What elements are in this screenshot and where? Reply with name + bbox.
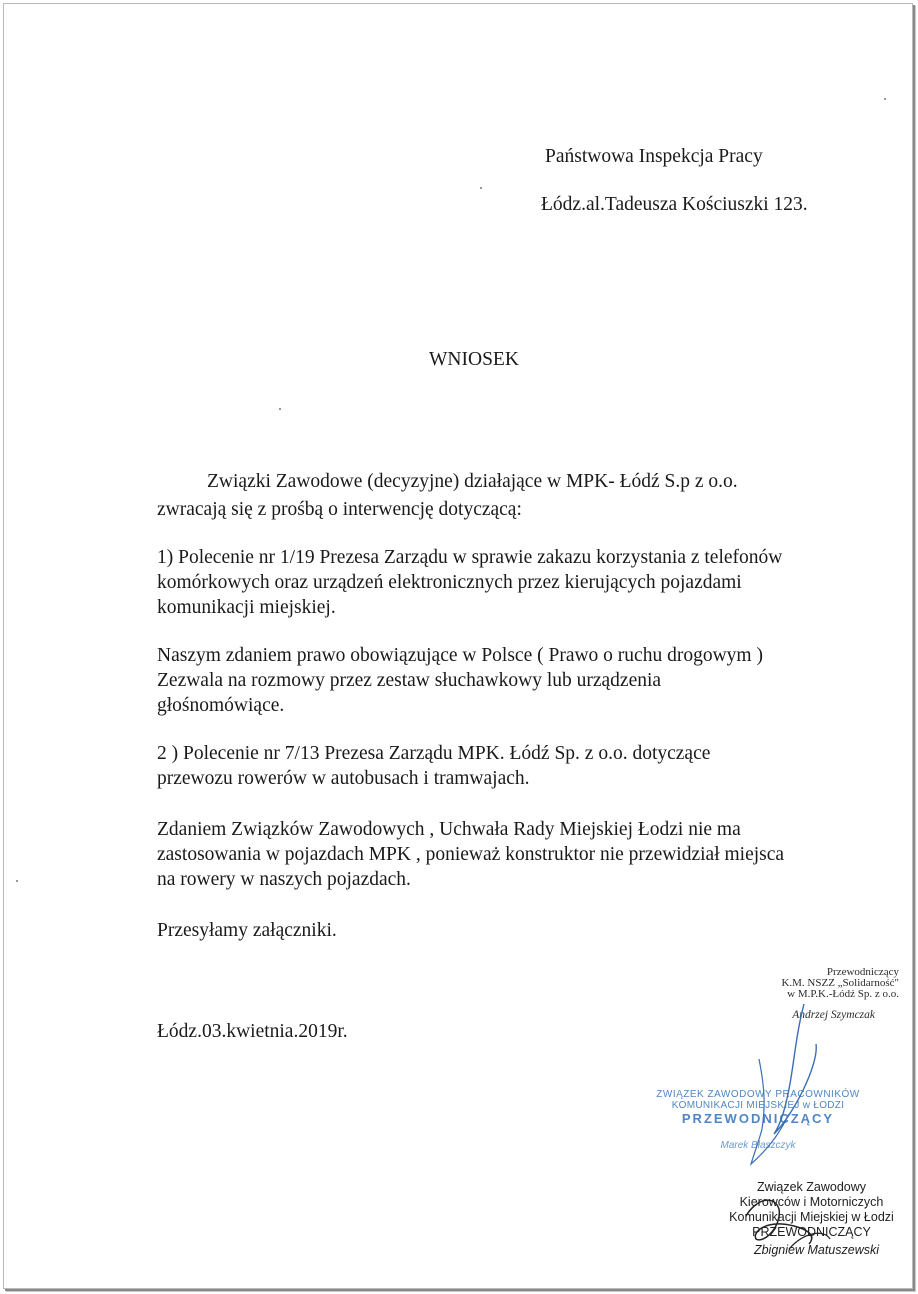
stamp-line: Związek Zawodowy [756, 1180, 867, 1194]
stamp-line: Przewodniczący [826, 966, 899, 978]
point-1-line-1: 1) Polecenie nr 1/19 Prezesa Zarządu w sprawie zakazu korzystania z telefonów [157, 547, 783, 568]
document-title: WNIOSEK [429, 349, 519, 370]
attachments-note: Przesyłamy załączniki. [157, 920, 337, 941]
point-1-line-2: komórkowych oraz urządzeń elektronicznych przez kierujących pojazdami [157, 572, 742, 593]
point-2-line-2: przewozu rowerów w autobusach i tramwajach. [157, 768, 530, 789]
stamp-signatory-name: Marek Błaszczyk [720, 1140, 796, 1151]
stamp-line: K.M. NSZZ „Solidarność" [781, 977, 899, 989]
opinion-1-line-2: Zezwala na rozmowy przez zestaw słuchawkowy lub urządzenia [157, 670, 662, 691]
intro-line-2: zwracają się z prośbą o interwencję dotyczącą: [157, 499, 522, 520]
solidarnosc-stamp [729, 967, 899, 1021]
opinion-2-line-1: Zdaniem Związków Zawodowych , Uchwała Rady Miejskiej Łodzi nie ma [157, 819, 741, 840]
stamp-line: Komunikacji Miejskiej w Łodzi [729, 1210, 894, 1224]
recipient-address: Łódz.al.Tadeusza Kościuszki 123. [541, 194, 808, 215]
letter-page [3, 3, 913, 1289]
point-2-line-1: 2 ) Polecenie nr 7/13 Prezesa Zarządu MPK. Łódź Sp. z o.o. dotyczące [157, 743, 711, 764]
union-blue-stamp [648, 1089, 868, 1152]
stamp-line: PRZEWODNICZĄCY [681, 1111, 835, 1126]
letter-date: Łódz.03.kwietnia.2019r. [157, 1021, 348, 1042]
stamp-signatory-name: Zbigniew Matuszewski [753, 1243, 880, 1257]
point-1-line-3: komunikacji miejskiej. [157, 597, 336, 618]
scan-speck [884, 98, 886, 100]
stamp-line: ZWIĄZEK ZAWODOWY PRACOWNIKÓW [656, 1089, 860, 1100]
opinion-1-line-1: Naszym zdaniem prawo obowiązujące w Polsce ( Prawo o ruchu drogowym ) [157, 645, 763, 666]
opinion-1-line-3: głośnomówiące. [157, 695, 285, 716]
opinion-2-line-2: zastosowania w pojazdach MPK , ponieważ konstruktor nie przewidział miejsca [157, 844, 785, 865]
stamp-line: PRZEWODNICZĄCY [752, 1225, 871, 1239]
stamp-line: Kierowców i Motorniczych [739, 1195, 884, 1209]
opinion-2-line-3: na rowery w naszych pojazdach. [157, 869, 411, 890]
stamp-line: KOMUNIKACJI MIEJSKIEJ w ŁODZI [671, 1100, 845, 1111]
stamp-line: w M.P.K.-Łódź Sp. z o.o. [787, 988, 899, 1000]
recipient-institution: Państwowa Inspekcja Pracy [545, 146, 763, 167]
intro-line-1: Związki Zawodowe (decyzyjne) działające w MPK- Łódź S.p z o.o. [207, 471, 738, 492]
drivers-union-stamp [709, 1180, 913, 1258]
stamp-signatory-name: Andrzej Szymczak [792, 1009, 875, 1021]
scan-speck [480, 187, 482, 189]
scan-speck [16, 880, 18, 882]
scan-speck [279, 408, 281, 410]
